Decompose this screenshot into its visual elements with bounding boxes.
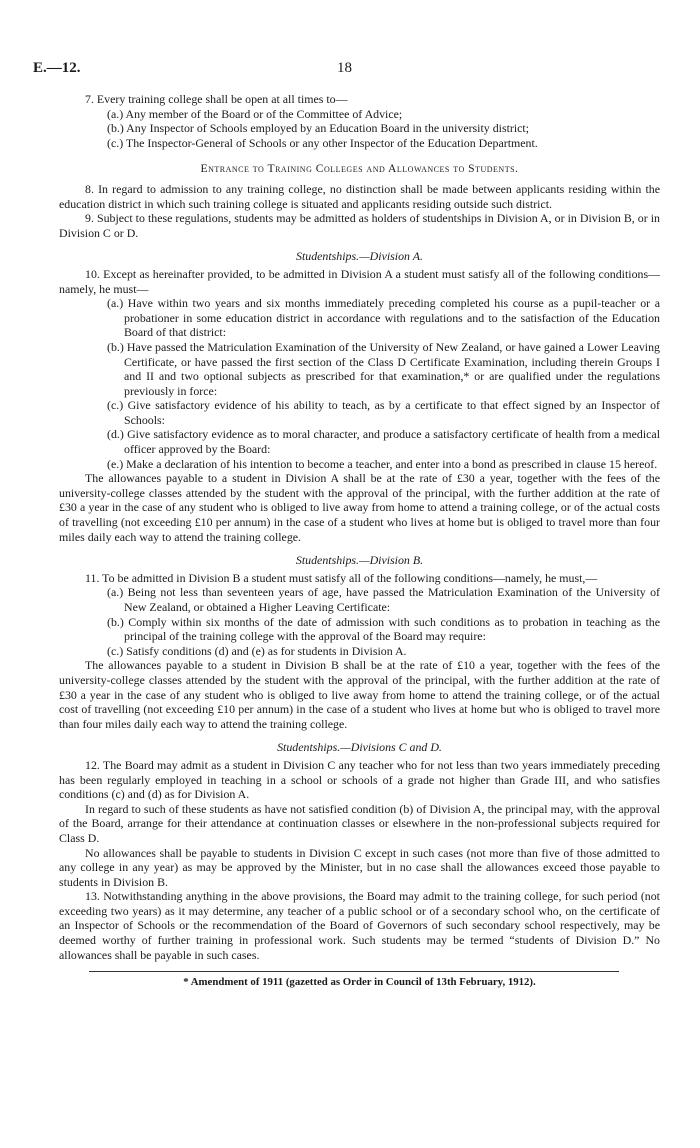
clause-10-item-a: (a.) Have within two years and six months immediately preceding completed his course as a pupil-teacher or a probationer in some education district in accordance with regulations and to the satisfaction of the Education Board of that district: [107, 296, 660, 340]
clause-12: 12. The Board may admit as a student in Division C any teacher who for not less than two years immediately preceding has been regularly employed in teaching in a school or schools of a grade not higher than Grade III, and who satisfies conditions (c) and (d) as for Division A. [59, 757, 660, 802]
clause-10-item-d: (d.) Give satisfactory evidence as to moral character, and produce a satisfactory certificate of health from a medical officer approved by the Board: [107, 427, 660, 457]
footnote: * Amendment of 1911 (gazetted as Order in Council of 13th February, 1912). [183, 976, 536, 989]
clause-10-item-e: (e.) Make a declaration of his intention to become a teacher, and enter into a bond as prescribed in clause 15 hereof. [107, 456, 658, 471]
clause-7-item-b: (b.) Any Inspector of Schools employed by an Education Board in the university district; [107, 121, 530, 136]
report-code: E.—12. [33, 60, 81, 76]
division-b-heading: Studentships.—Division B. [295, 553, 424, 568]
clause-11-intro: 11. To be admitted in Division B a student must satisfy all of the following conditions—namely, he must,— [85, 570, 598, 585]
clause-12-condition-b: In regard to such of these students as have not satisfied condition (b) of Division A, the principal may, with the approval of the Board, arrange for their attendance at continuation classes or elsewhere in the non-professional subjects required for Class D. [59, 801, 660, 845]
page-body [59, 92, 660, 990]
division-cd-heading: Studentships.—Divisions C and D. [277, 740, 442, 755]
division-a-heading: Studentships.—Division A. [296, 249, 423, 264]
clause-7-item-a: (a.) Any member of the Board or of the Committee of Advice; [107, 106, 403, 121]
clause-12-allowances: No allowances shall be payable to students in Division C except in such cases (not more than five of those admitted to any college in any year) as may be approved by the Minister, but in no case shall the allowances exceed those payable to students in Division B. [59, 845, 660, 889]
clause-9: 9. Subject to these regulations, students may be admitted as holders of studentships in Division A, or in Division B, or in Division C or D. [59, 211, 660, 240]
section-heading: Entrance to Training Colleges and Allowances to Students. [200, 162, 519, 176]
clause-8: 8. In regard to admission to any training college, no distinction shall be made between applicants residing within the education district in which such training college is situated and applicants residing outside such district. [59, 181, 660, 211]
clause-11-item-b: (b.) Comply within six months of the date of admission with such conditions as to probation in teaching as the principal of the training college with the approval of the Board may require: [107, 614, 660, 644]
clause-10-intro: 10. Except as hereinafter provided, to be admitted in Division A a student must satisfy all of the following conditions—namely, he must— [59, 266, 660, 296]
clause-7-item-c: (c.) The Inspector-General of Schools or any other Inspector of the Education Department. [107, 135, 538, 150]
division-a-allowance: The allowances payable to a student in Division A shall be at the rate of £30 a year, together with the fees of the university-college classes attended by the student with the approval of the principal, with the further addition at the rate of £30 a year in the case of any student who is obliged to live away from home to attend a training college, or of the actual costs of travelling (not exceeding £10 per annum) in the case of a student who lives at home but is obliged to travel more than four miles daily each way to attend the training college. [59, 471, 660, 544]
clause-11-item-a: (a.) Being not less than seventeen years of age, have passed the Matriculation Examination of the University of New Zealand, or obtained a Higher Leaving Certificate: [107, 585, 660, 614]
footnote-divider [89, 971, 619, 972]
clause-10-item-b: (b.) Have passed the Matriculation Examination of the University of New Zealand, or have gained a Lower Leaving Certificate, or have passed the first section of the Class D Certificate Examination, including therein Groups I and II and two optional subjects as prescribed for that examination,* or are qualified under the regulations previously in force: [107, 339, 660, 398]
clause-7-intro: 7. Every training college shall be open at all times to— [85, 92, 348, 106]
clause-13: 13. Notwithstanding anything in the above provisions, the Board may admit to the training college, for such period (not exceeding two years) as it may determine, any teacher of a public school or of a secondary school who, on the certificate of an Inspector of Schools or the recommendation of the Board of Governors of such secondary school respectively, may be deemed worthy of further training in professional work. Such students may be termed “students of Division D.” No allowances shall be payable in such cases. [59, 889, 660, 962]
clause-11-item-c: (c.) Satisfy conditions (d) and (e) as for students in Division A. [107, 643, 407, 658]
page-number: 18 [337, 60, 352, 76]
division-b-allowance: The allowances payable to a student in Division B shall be at the rate of £10 a year, together with the fees of the university-college classes attended by the student with the approval of the principal, with the further addition at the rate of £30 a year in the case of any student who is obliged to live away from home to attend the training college, or of the actual cost of travelling (not exceeding £10 per annum) in the case of a student who lives at home but who is obliged to travel more than four miles daily each way to attend the training college. [59, 658, 660, 731]
clause-10-item-c: (c.) Give satisfactory evidence of his ability to teach, as by a certificate to that effect signed by an Inspector of Schools: [107, 398, 660, 427]
